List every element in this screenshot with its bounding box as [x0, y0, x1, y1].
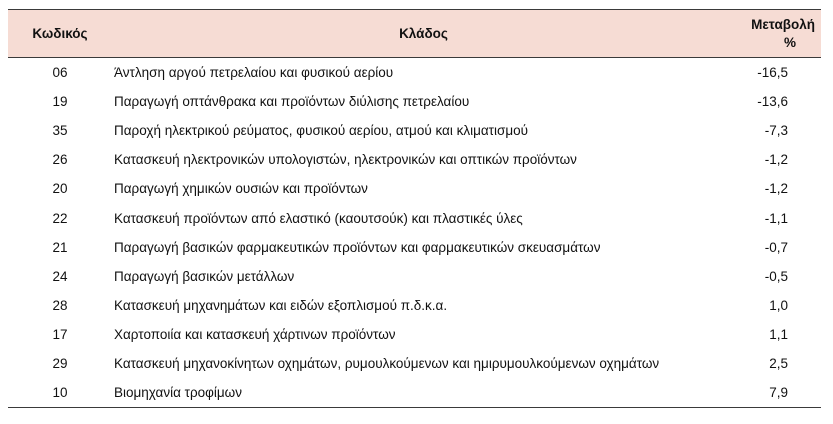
header-sector: Κλάδος [399, 26, 448, 41]
table-row [8, 379, 821, 408]
table-row [8, 262, 821, 291]
row-sector: Κατασκευή προϊόντων από ελαστικό (καουτσούκ) και πλαστικές ύλες [114, 210, 523, 226]
row-change: 1,0 [769, 298, 788, 314]
table-row [8, 174, 821, 203]
table-body [8, 58, 821, 408]
row-code: 21 [52, 239, 68, 255]
row-sector: Κατασκευή μηχανημάτων και ειδών εξοπλισμού π.δ.κ.α. [114, 298, 448, 314]
table-row [8, 145, 821, 174]
row-change: -0,5 [764, 268, 788, 284]
row-code: 29 [52, 356, 68, 372]
table-row [8, 291, 821, 320]
table-row [8, 203, 821, 232]
row-change: -1,1 [764, 210, 788, 226]
table-row [8, 87, 821, 116]
row-sector: Χαρτοποιία και κατασκευή χάρτινων προϊόντων [114, 327, 396, 343]
row-code: 26 [52, 152, 68, 168]
row-sector: Παροχή ηλεκτρικού ρεύματος, φυσικού αερίου, ατμού και κλιματισμού [114, 122, 529, 138]
row-change: -1,2 [764, 181, 788, 197]
header-code: Κωδικός [32, 26, 88, 41]
table-row [8, 58, 821, 87]
row-sector: Άντληση αργού πετρελαίου και φυσικού αερίου [114, 64, 394, 80]
sector-change-table-container [8, 9, 821, 408]
row-code: 28 [52, 298, 68, 314]
row-sector: Παραγωγή βασικών μετάλλων [114, 268, 295, 284]
table-row [8, 320, 821, 349]
row-change: -1,2 [764, 152, 788, 168]
row-sector: Κατασκευή μηχανοκίνητων οχημάτων, ρυμουλκούμενων και ημιρυμουλκούμενων οχημάτων [114, 356, 660, 372]
row-code: 20 [52, 181, 68, 197]
table-row [8, 116, 821, 145]
header-change-unit: % [783, 34, 796, 50]
row-change: -0,7 [764, 239, 788, 255]
table-row [8, 349, 821, 378]
table-row [8, 233, 821, 262]
row-change: 7,9 [769, 385, 788, 401]
row-code: 19 [52, 93, 68, 109]
row-sector: Παραγωγή χημικών ουσιών και προϊόντων [114, 181, 368, 197]
row-code: 06 [52, 64, 68, 80]
header-change-label: Μεταβολή [751, 16, 815, 32]
row-change: -13,6 [757, 93, 788, 109]
row-change: -16,5 [757, 64, 788, 80]
row-change: 2,5 [769, 356, 788, 372]
header-change [735, 10, 821, 58]
row-code: 22 [52, 210, 68, 226]
row-sector: Βιομηχανία τροφίμων [114, 385, 242, 401]
header-row [8, 10, 821, 58]
row-change: 1,1 [769, 327, 788, 343]
row-code: 17 [52, 327, 68, 343]
row-code: 35 [52, 122, 68, 138]
row-sector: Παραγωγή οπτάνθρακα και προϊόντων διύλισης πετρελαίου [114, 93, 470, 109]
row-code: 10 [52, 385, 68, 401]
row-code: 24 [52, 268, 68, 284]
table-header [8, 10, 821, 58]
row-sector: Κατασκευή ηλεκτρονικών υπολογιστών, ηλεκτρονικών και οπτικών προϊόντων [114, 152, 577, 168]
row-sector: Παραγωγή βασικών φαρμακευτικών προϊόντων και φαρμακευτικών σκευασμάτων [114, 239, 601, 255]
sector-change-table [8, 9, 821, 408]
row-change: -7,3 [764, 122, 788, 138]
